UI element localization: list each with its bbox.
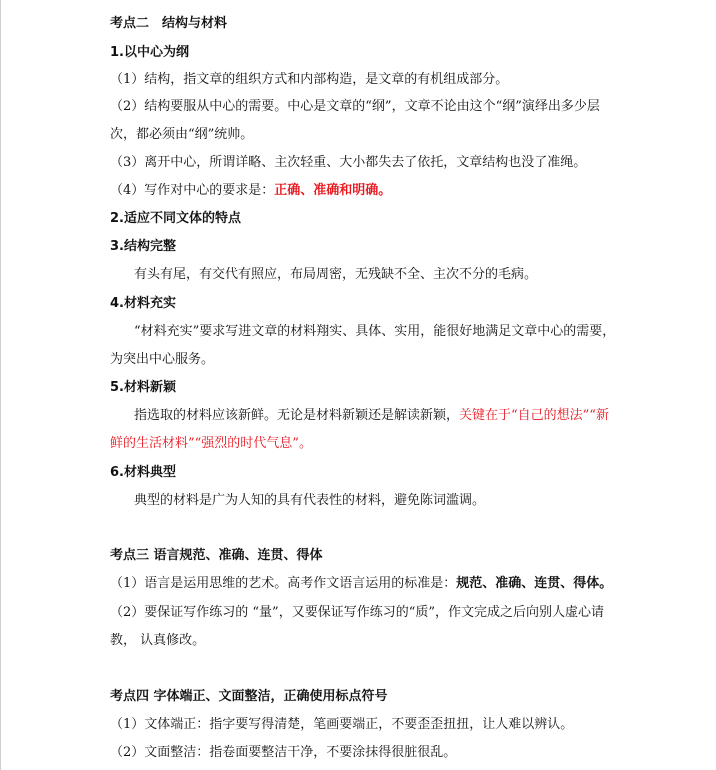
item-5-heading: 5.材料新颖 [110, 380, 176, 395]
item-5-paragraph-a-prefix: 指选取的材料应该新鲜。无论是材料新颖还是解读新颖， [134, 408, 460, 423]
item-2-heading: 2.适应不同文体的特点 [110, 211, 241, 226]
item-1-paragraph-4 [110, 182, 391, 200]
item-1-heading: 1.以中心为纲 [110, 45, 189, 60]
section-4-title: 考点四 字体端正、文面整洁，正确使用标点符号 [110, 689, 388, 704]
item-5-paragraph-a-highlight: 关键在于“自己的想法”“新 [459, 408, 609, 423]
item-1-paragraph-4-prefix: （4）写作对中心的要求是： [110, 183, 275, 198]
item-3-paragraph: 有头有尾，有交代有照应，布局周密，无残缺不全、主次不分的毛病。 [134, 267, 538, 282]
item-1-paragraph-2b: 次，都必须由“纲”统帅。 [110, 127, 254, 142]
item-6-paragraph: 典型的材料是广为人知的具有代表性的材料，避免陈词滥调。 [134, 493, 486, 508]
section-3-paragraph-2b: 教， 认真修改。 [110, 633, 206, 648]
section-3-title: 考点三 语言规范、准确、连贯、得体 [110, 548, 323, 563]
item-4-heading: 4.材料充实 [110, 296, 176, 311]
page-left-border [0, 0, 1, 770]
item-5-paragraph-a [134, 407, 609, 425]
item-4-paragraph-b: 为突出中心服务。 [110, 352, 215, 367]
item-4-paragraph-a: “材料充实”要求写进文章的材料翔实、具体、实用，能很好地满足文章中心的需要， [134, 324, 616, 339]
section-3-paragraph-2a: （2）要保证写作练习的 “量”，又要保证写作练习的“质”，作文完成之后向别人虚心请 [110, 605, 604, 620]
item-6-heading: 6.材料典型 [110, 465, 176, 480]
item-3-heading: 3.结构完整 [110, 239, 176, 254]
section-4-paragraph-1: （1）文体端正：指字要写得清楚，笔画要端正，不要歪歪扭扭，让人难以辨认。 [110, 717, 574, 732]
item-1-paragraph-3: （3）离开中心，所谓详略、主次轻重、大小都失去了依托，文章结构也没了准绳。 [110, 155, 587, 170]
section-2-title: 考点二 结构与材料 [110, 16, 228, 31]
section-4-paragraph-2: （2）文面整洁：指卷面要整洁干净，不要涂抹得很脏很乱。 [110, 745, 457, 760]
section-3-paragraph-1-prefix: （1）语言是运用思维的艺术。高考作文语言运用的标准是： [110, 576, 457, 591]
item-1-paragraph-1: （1）结构，指文章的组织方式和内部构造，是文章的有机组成部分。 [110, 72, 509, 87]
item-5-paragraph-b-highlight: 鲜的生活材料”“强烈的时代气息”。 [110, 436, 312, 451]
item-1-paragraph-2a: （2）结构要服从中心的需要。中心是文章的“纲”，文章不论由这个“纲”演绎出多少层 [110, 99, 600, 114]
section-3-paragraph-1 [110, 575, 612, 593]
item-1-paragraph-4-highlight: 正确、准确和明确。 [274, 183, 392, 198]
section-3-paragraph-1-bold: 规范、准确、连贯、得体。 [456, 576, 613, 591]
